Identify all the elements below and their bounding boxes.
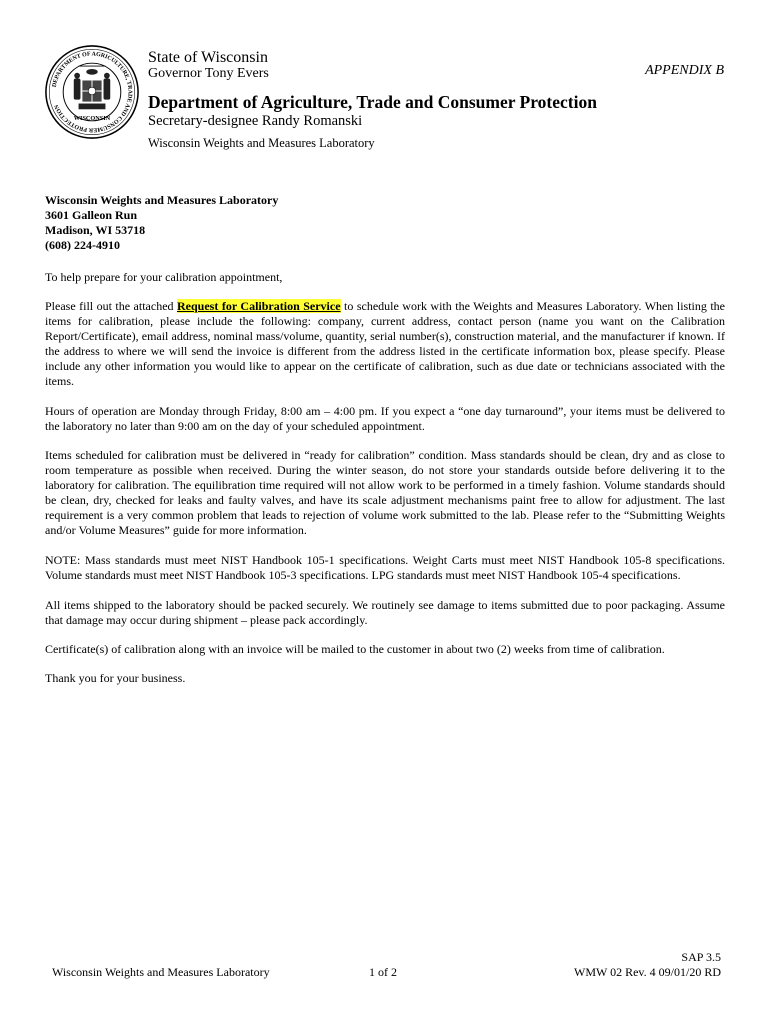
address-street: 3601 Galleon Run [45,208,138,222]
department-title: Department of Agriculture, Trade and Consumer Protection [148,92,597,112]
footer-revision: WMW 02 Rev. 4 09/01/20 RD [574,965,721,979]
greeting-paragraph: To help prepare for your calibration appointment, [45,270,283,284]
shipping-paragraph: All items shipped to the laboratory should be packed securely. We routinely see damage to items submitted due to poor packaging. Assume that damage may occur during shipment – please pack accordingly. [45,598,725,627]
seal-ring-text: DEPARTMENT OF AGRICULTURE, TRADE AND CONSUMER PROTECTION [51,51,133,133]
footer-lab-name: Wisconsin Weights and Measures Laboratory [52,965,270,979]
seal-emblem [74,66,110,109]
lab-address-block [45,193,278,253]
appendix-label: APPENDIX B [645,63,724,78]
address-name: Wisconsin Weights and Measures Laboratory [45,193,279,207]
address-city: Madison, WI 53718 [45,223,146,237]
state-name: State of Wisconsin [148,49,268,66]
certificate-paragraph: Certificate(s) of calibration along with an invoice will be mailed to the customer in about two (2) weeks from time of calibration. [45,642,665,656]
address-phone: (608) 224-4910 [45,238,120,252]
note-paragraph: NOTE: Mass standards must meet NIST Handbook 105-1 specifications. Weight Carts must meet NIST Handbook 105-8 specifications. Volume standards must meet NIST Handbook 105-3 specifications. LPG standards must meet NIST Handbook 105-4 specifications. [45,553,725,582]
items-paragraph: Items scheduled for calibration must be delivered in “ready for calibration” condition. Mass standards should be clean, dry and as close to room temperature as possible when received. During the winter season, do not store your standards outside before delivering it to the laboratory for calibration. The equilibration time required will not allow work to be performed in a timely fashion. Volume standards should be clean, dry, checked for leaks and faulty valves, and have its scale adjustment mechanisms paint free to allow for adjustment. The last requirement is a very common problem that leads to rejection of volume work submitted to the lab. Please refer to the “Submitting Weights and/or Volume Measures” guide for more information. [45,448,725,537]
request-form-link[interactable]: Request for Calibration Service [177,299,341,313]
secretary-name: Secretary-designee Randy Romanski [148,113,363,129]
governor-name: Governor Tony Evers [148,66,269,81]
laboratory-name: Wisconsin Weights and Measures Laboratory [148,136,375,150]
instructions-text: to schedule work with the Weights and Measures Laboratory. When listing the items for calibration, please include the following: company, current address, contact person (name you want on the Calibration Report/Certificate), email address, nominal mass/volume, quantity, serial number(s), construction material, and the manufacturer if known. If the address to where we will send the invoice is different from the address listed in the certificate information box, please specify. Please include any other information you would like to appear on the certificate of calibration, such as due date or technicians associated with the items. [45,299,726,388]
footer-sap-code: SAP 3.5 [681,950,721,964]
instructions-intro: Please fill out the attached [45,299,178,313]
instructions-paragraph [45,299,725,389]
seal-bottom-text: WISCONSIN [73,114,111,122]
thanks-paragraph: Thank you for your business. [45,671,186,685]
wisconsin-datcp-seal [44,44,140,140]
hours-paragraph: Hours of operation are Monday through Friday, 8:00 am – 4:00 pm. If you expect a “one day turnaround”, your items must be delivered to the laboratory no later than 9:00 am on the day of your scheduled appointment. [45,404,725,433]
footer-page-number: 1 of 2 [369,965,397,979]
